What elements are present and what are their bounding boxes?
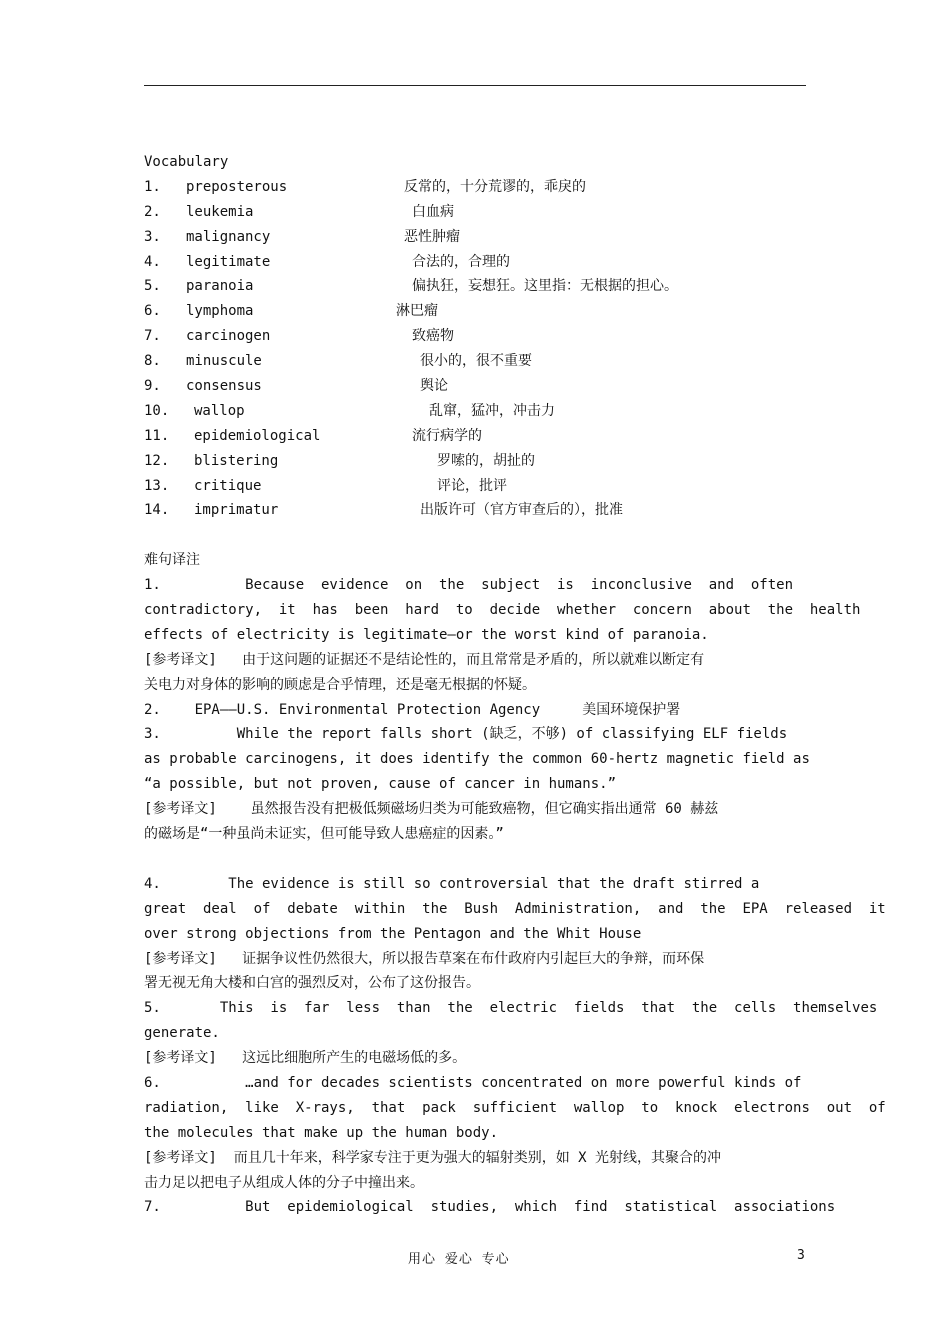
- notes-line: [参考译文] 证据争议性仍然很大，所以报告草案在布什政府内引起巨大的争辩，而环保: [144, 950, 705, 967]
- vocab-definition: 出版许可（官方审查后的），批准: [420, 502, 623, 519]
- vocab-item: [144, 175, 806, 200]
- vocab-item: [144, 274, 806, 299]
- notes-line: 7. But epidemiological studies, which find statistical associations: [144, 1199, 836, 1216]
- vocab-item: [144, 424, 806, 449]
- vocab-term: blistering: [194, 452, 279, 469]
- vocab-item: [144, 498, 806, 523]
- notes-line: 3. While the report falls short (缺乏，不够) of classifying ELF fields: [144, 726, 788, 743]
- vocab-definition: 舆论: [420, 378, 448, 395]
- notes-line: [参考译文] 这远比细胞所产生的电磁场低的多。: [144, 1050, 467, 1067]
- vocab-definition: 致癌物: [412, 328, 454, 345]
- vocab-term: legitimate: [186, 253, 271, 270]
- vocab-number: 9.: [144, 378, 161, 395]
- notes-line: radiation, like X-rays, that pack sufficient wallop to knock electrons out of: [144, 1099, 886, 1116]
- vocab-number: 7.: [144, 328, 161, 345]
- header-rule: [144, 85, 806, 86]
- vocab-item: [144, 225, 806, 250]
- notes-line: 1. Because evidence on the subject is inconclusive and often: [144, 577, 794, 594]
- notes-line: contradictory, it has been hard to decide whether concern about the health: [144, 602, 861, 619]
- notes-line: [参考译文] 由于这问题的证据还不是结论性的，而且常常是矛盾的，所以就难以断定有: [144, 651, 705, 668]
- vocab-number: 3.: [144, 228, 161, 245]
- notes-line: 6. …and for decades scientists concentrated on more powerful kinds of: [144, 1074, 802, 1091]
- vocab-definition: 偏执狂，妄想狂。这里指：无根据的担心。: [412, 278, 678, 295]
- spacer: [144, 523, 806, 548]
- vocab-number: 14.: [144, 502, 170, 519]
- vocab-item: [144, 250, 806, 275]
- vocab-term: lymphoma: [186, 303, 254, 320]
- vocab-item: [144, 374, 806, 399]
- vocab-definition: 流行病学的: [412, 427, 482, 444]
- notes-line: [参考译文] 虽然报告没有把极低频磁场归类为可能致癌物，但它确实指出通常 60 赫兹: [144, 801, 719, 818]
- notes-line: 4. The evidence is still so controversial that the draft stirred a: [144, 875, 760, 892]
- notes-line: 署无视无角大楼和白宫的强烈反对，公布了这份报告。: [144, 975, 480, 992]
- vocab-number: 8.: [144, 353, 161, 370]
- vocab-definition: 合法的，合理的: [412, 253, 510, 270]
- notes-line: 5. This is far less than the electric fields that the cells themselves: [144, 1000, 878, 1017]
- vocab-definition: 淋巴瘤: [396, 303, 438, 320]
- notes-line: effects of electricity is legitimate—or the worst kind of paranoia.: [144, 626, 709, 643]
- vocab-item: [144, 324, 806, 349]
- vocab-number: 1.: [144, 178, 161, 195]
- notes-line: 击力足以把电子从组成人体的分子中撞出来。: [144, 1174, 424, 1191]
- vocab-definition: 恶性肿瘤: [404, 228, 460, 245]
- vocab-item: [144, 449, 806, 474]
- notes-line: “a possible, but not proven, cause of cancer in humans.”: [144, 776, 617, 793]
- vocab-term: leukemia: [186, 203, 254, 220]
- page-content: [144, 150, 886, 1220]
- vocab-term: paranoia: [186, 278, 254, 295]
- vocab-definition: 罗嗦的，胡扯的: [437, 452, 535, 469]
- notes-line: generate.: [144, 1025, 220, 1042]
- vocab-term: critique: [194, 477, 262, 494]
- vocab-item: [144, 474, 806, 499]
- notes-line: as probable carcinogens, it does identify the common 60-hertz magnetic field as: [144, 751, 810, 768]
- vocab-number: 11.: [144, 427, 170, 444]
- vocab-term: wallop: [194, 402, 245, 419]
- vocab-term: minuscule: [186, 353, 262, 370]
- notes-line: 关电力对身体的影响的顾虑是合乎情理，还是毫无根据的怀疑。: [144, 676, 536, 693]
- vocab-definition: 很小的，很不重要: [420, 353, 532, 370]
- footer-motto: 用心 爱心 专心: [408, 1252, 510, 1267]
- vocab-term: epidemiological: [194, 427, 321, 444]
- vocab-term: consensus: [186, 378, 262, 395]
- notes-list: [144, 573, 886, 1220]
- notes-line: great deal of debate within the Bush Administration, and the EPA released it: [144, 900, 886, 917]
- vocab-number: 2.: [144, 203, 161, 220]
- vocab-number: 12.: [144, 452, 170, 469]
- notes-line: [参考译文] 而且几十年来，科学家专注于更为强大的辐射类别，如 X 光射线，其聚合的冲: [144, 1149, 721, 1166]
- notes-line: over strong objections from the Pentagon and the Whit House: [144, 925, 642, 942]
- vocab-item: [144, 299, 806, 324]
- vocab-term: carcinogen: [186, 328, 271, 345]
- notes-line: the molecules that make up the human body.: [144, 1124, 499, 1141]
- vocabulary-list: [144, 175, 806, 523]
- vocab-item: [144, 349, 806, 374]
- notes-line: 的磁场是“一种虽尚未证实，但可能导致人患癌症的因素。”: [144, 826, 504, 843]
- vocab-number: 13.: [144, 477, 170, 494]
- vocab-definition: 白血病: [412, 203, 454, 220]
- vocab-item: [144, 399, 806, 424]
- vocab-number: 5.: [144, 278, 161, 295]
- vocabulary-heading: Vocabulary: [144, 154, 229, 170]
- vocab-term: imprimatur: [194, 502, 279, 519]
- notes-line: 2. EPA——U.S. Environmental Protection Agency 美国环境保护署: [144, 701, 681, 718]
- vocab-term: malignancy: [186, 228, 271, 245]
- vocab-definition: 评论，批评: [437, 477, 507, 494]
- vocab-number: 10.: [144, 402, 170, 419]
- vocab-item: [144, 200, 806, 225]
- vocab-term: preposterous: [186, 178, 288, 195]
- vocab-number: 4.: [144, 253, 161, 270]
- vocab-number: 6.: [144, 303, 161, 320]
- vocab-definition: 乱窜，猛冲，冲击力: [429, 402, 555, 419]
- notes-heading: 难句译注: [144, 552, 200, 569]
- page-number: 3: [797, 1248, 805, 1263]
- vocab-definition: 反常的，十分荒谬的，乖戾的: [404, 178, 586, 195]
- notes-line: [144, 847, 806, 872]
